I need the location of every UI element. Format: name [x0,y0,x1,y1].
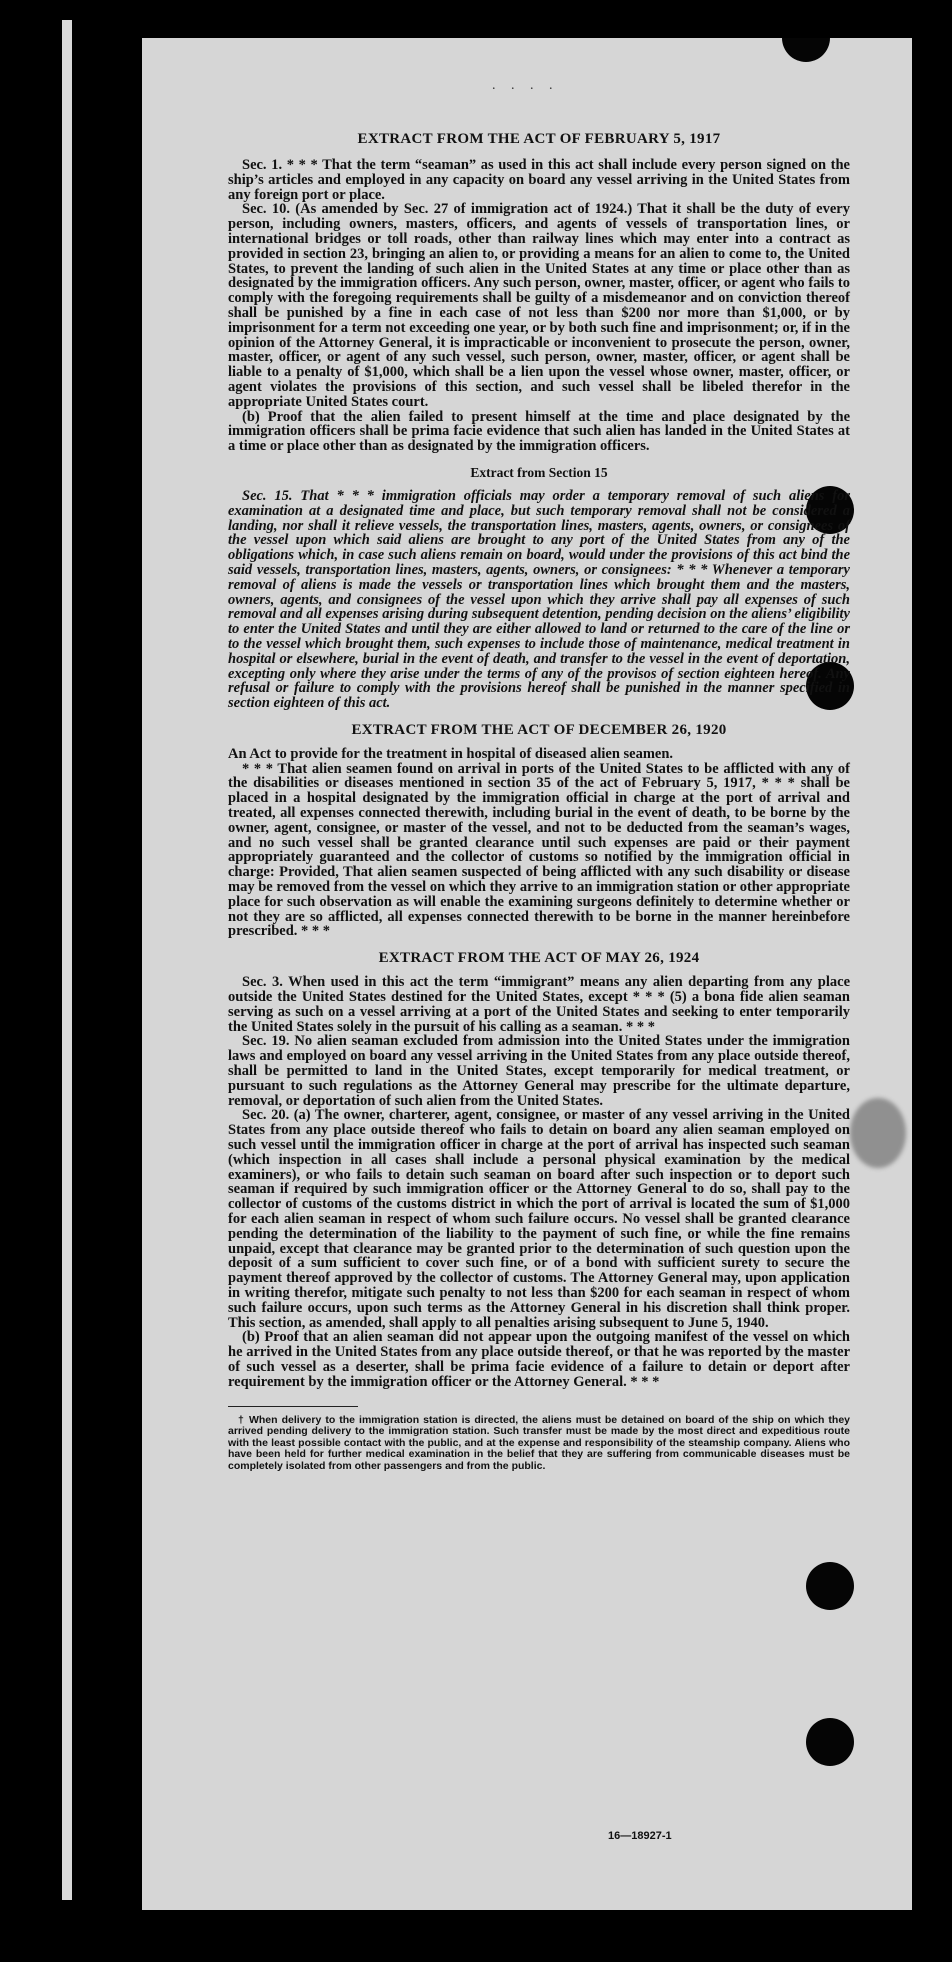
section-20b-text: (b) Proof that an alien seaman did not appear upon the outgoing manifest of the vessel on which he arrived in the United States from any place outside thereof, or that he was reported by the master of such vessel as a deserter, shall be prima facie evidence of a failure to detain or deport after requirement by the immigration officer or the Attorney General. * * * [228,1329,850,1390]
scan-edge-stripe [62,20,72,1900]
document-body [228,130,850,1472]
stain [850,1098,906,1168]
section-1-text: Sec. 1. * * * That the term “seaman” as used in this act shall include every person signed on the ship’s articles and employed in any capacity on board any vessel arriving in the United States from any foreign port or place. [228,157,850,203]
section-10b-text: (b) Proof that the alien failed to present himself at the time and place designated by the immigration officers shall be prima facie evidence that such alien has landed in the United States at a time or place other than as designated by the immigration officers. [228,408,850,455]
heading-act-1920: EXTRACT FROM THE ACT OF DECEMBER 26, 1920 [351,721,727,738]
section-15-text: Sec. 15. That * * * immigration officials may order a temporary removal of such aliens for examination at a designated time and place, but such temporary removal shall not be considered a landing, nor shall it relieve vessels, the transportation lines, masters, agents, owners, or consignees of the vessel upon which said aliens are brought to any port of the United States from any of the obligations which, in case such aliens remain on board, would under the provisions of this act bind the said vessels, transportation lines, masters, agents, owners, or consignees: * * * Whenever a temporary removal of aliens is made the vessels or transportation lines which brought them and the masters, owners, agents, and consignees of the vessel upon which they arrive shall pay all expenses of such removal and all expenses arising during subsequent detention, pending decision on the aliens’ eligibility to enter the United States and until they are either allowed to land or returned to the care of the line or to the vessel which brought them, such expenses to include those of maintenance, medical treatment in hospital or elsewhere, burial in the event of death, and transfer to the vessel in the event of deportation, excepting only where they arise under the terms of any of the provisos of section eighteen hereof. Any refusal or failure to comply with the provisions hereof shall be punished in the manner specified in section eighteen of this act. [228,487,850,712]
punch-hole-4 [806,1718,854,1766]
top-marks: . . . . [492,78,559,93]
section-10-text: Sec. 10. (As amended by Sec. 27 of immigration act of 1924.) That it shall be the duty of every person, including owners, masters, officers, and agents of vessels of transportation lines, or international bridges or toll roads, other than railway lines which may enter into a contract as provided in section 23, bringing an alien to, or providing a means for an alien to come to, the United States, to prevent the landing of such alien in the United States at any time or place other than as designated by the immigration officers. Any such person, owner, master, officer, or agent who fails to comply with the foregoing requirements shall be guilty of a misdemeanor and on conviction thereof shall be punished by a fine in each case of not less than $200 nor more than $1,000, or by imprisonment for a term not exceeding one year, or by both such fine and imprisonment; or, if in the opinion of the Attorney General, it is impracticable or inconvenient to prosecute the person, owner, master, officer, or agent of any such vessel, such person, owner, master, officer, or agent shall be liable to a penalty of $1,000, which shall be a lien upon the vessel whose owner, master, officer, or agent violates the provisions of this section, and such vessel shall be libeled therefor in the appropriate United States court. [228,201,850,410]
heading-section-15: Extract from Section 15 [470,464,608,480]
punch-hole-3 [806,1562,854,1610]
punch-hole-top [782,38,830,62]
section-19-text: Sec. 19. No alien seaman excluded from admission into the United States under the immigration laws and employed on board any vessel arriving in the United States from any place outside thereof, shall be permitted to land in the United States, except temporarily for medical treatment, or pursuant to such regulations as the Attorney General may prescribe for the ultimate departure, removal, or deportation of such alien from the United States. [228,1033,850,1109]
form-number: 16—18927-1 [608,1830,672,1842]
section-20a-text: Sec. 20. (a) The owner, charterer, agent, consignee, or master of any vessel arriving in the United States from any place outside thereof who fails to detain on board any alien seaman employed on such vessel until the immigration officer in charge at the port of arrival has inspected such seaman (which inspection in all cases shall include a personal physical examination by the medical examiners), or who fails to detain such seaman on board after such inspection or to deport such seaman if required by such immigration officer or the Attorney General to do so, shall pay to the collector of customs of the customs district in which the port of arrival is located the sum of $1,000 for each alien seaman in respect of whom such failure occurs. No vessel shall be granted clearance pending the determination of the liability to the payment of such fine, or while the fine remains unpaid, except that clearance may be granted prior to the determination of such question upon the deposit of a sum sufficient to cover such fine, or of a bond with sufficient surety to secure the payment thereof approved by the collector of customs. The Attorney General may, upon application in writing therefor, mitigate such penalty to not less than $200 for each seaman in respect of whom such failure occurs, upon such terms as the Attorney General in his discretion shall think proper. This section, as amended, shall apply to all penalties arising subsequent to June 5, 1940. [228,1107,850,1331]
act-1920-title: An Act to provide for the treatment in hospital of diseased alien seamen. [228,745,674,762]
section-3-text: Sec. 3. When used in this act the term “immigrant” means any alien departing from any place outside the United States destined for the United States, except * * * (5) a bona fide alien seaman serving as such on a vessel arriving at a port of the United States and seeking to enter temporarily the United States solely in the pursuit of his calling as a seaman. * * * [228,974,850,1035]
heading-act-1917: EXTRACT FROM THE ACT OF FEBRUARY 5, 1917 [357,131,721,147]
document-page [142,38,912,1910]
footnote-rule [228,1406,358,1407]
act-1920-text: * * * That alien seamen found on arrival in ports of the United States to be afflicted with any of the disabilities or diseases mentioned in section 35 of the act of February 5, 1917, * * * shall be placed in a hospital designated by the immigration official in charge at the port of arrival and treated, all expenses connected therewith, including burial in the event of death, to be borne by the owner, agent, consignee, or master of the vessel, and not to be deducted from the seaman’s wages, and no such vessel shall be granted clearance until such expenses are paid or their payment appropriately guaranteed and the collector of customs so notified by the immigration official in charge: Provided, That alien seamen suspected of being afflicted with any such disability or disease may be removed from the vessel on which they arrive to an immigration station or other appropriate place for such observation as will enable the examining surgeons definitely to determine whether or not they are so afflicted, all expenses connected therewith to be borne in the manner hereinbefore prescribed. * * * [228,760,850,940]
heading-act-1924: EXTRACT FROM THE ACT OF MAY 26, 1924 [378,950,700,967]
footnote-text: † When delivery to the immigration station is directed, the aliens must be detained on board of the ship on which they arrived pending delivery to the immigration station. Such transfer must be made by the most direct and expeditious route with the least possible contact with the public, and at the expense and responsibility of the steamship company. Aliens who have been held for further medical examination in the belief that they are suffering from communicable diseases must be completely isolated from other passengers and from the public. [228,1413,850,1472]
